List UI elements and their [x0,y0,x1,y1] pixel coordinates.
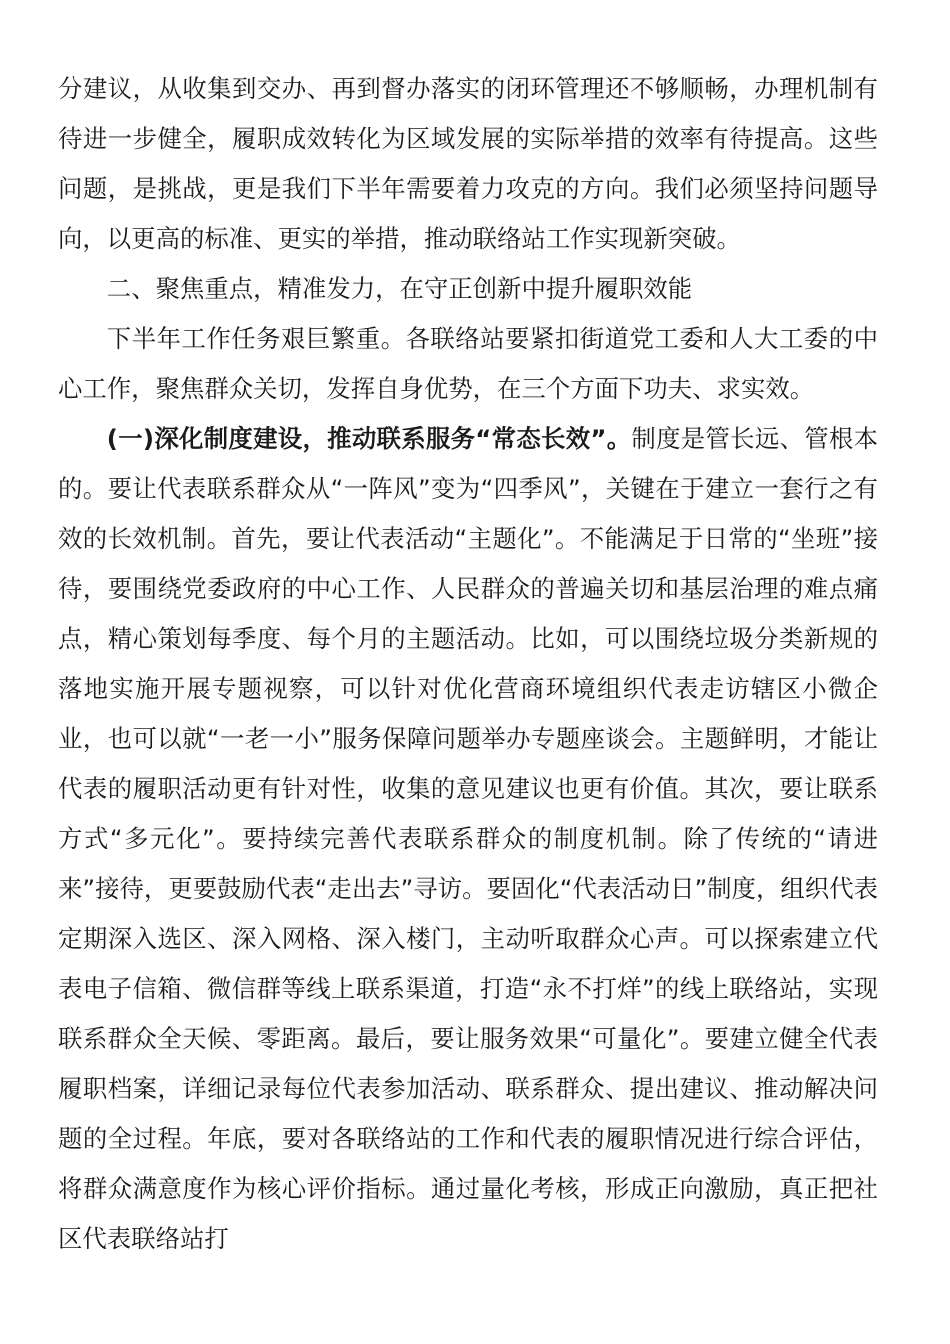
paragraph-body: 制度是管长远、管根本的。要让代表联系群众从“一阵风”变为“四季风”，关键在于建立一套行之有效的长效机制。首先，要让代表活动“主题化”。不能满足于日常的“坐班”接待，要围绕党委政府的中心工作、人民群众的普遍关切和基层治理的难点痛点，精心策划每季度、每个月的主题活动。比如，可以围绕垃圾分类新规的落地实施开展专题视察，可以针对优化营商环境组织代表走访辖区小微企业，也可以就“一老一小”服务保障问题举办专题座谈会。主题鲜明，才能让代表的履职活动更有针对性，收集的意见建议也更有价值。其次，要让联系方式“多元化”。要持续完善代表联系群众的制度机制。除了传统的“请进来”接待，更要鼓励代表“走出去”寻访。要固化“代表活动日”制度，组织代表定期深入选区、深入网格、深入楼门，主动听取群众心声。可以探索建立代表电子信箱、微信群等线上联系渠道，打造“永不打烊”的线上联络站，实现联系群众全天候、零距离。最后，要让服务效果“可量化”。要建立健全代表履职档案，详细记录每位代表参加活动、联系群众、提出建议、推动解决问题的全过程。年底，要对各联络站的工作和代表的履职情况进行综合评估，将群众满意度作为核心评价指标。通过量化考核，形成正向激励，真正把社区代表联络站打 [58,424,878,1253]
document-page [58,64,878,1264]
subsection-heading: (一)深化制度建设，推动联系服务“常态长效”。 [106,424,632,453]
paragraph-continued: 分建议，从收集到交办、再到督办落实的闭环管理还不够顺畅，办理机制有待进一步健全，履职成效转化为区域发展的实际举措的效率有待提高。这些问题，是挑战，更是我们下半年需要着力攻克的方向。我们必须坚持问题导向，以更高的标准、更实的举措，推动联络站工作实现新突破。 [58,74,878,253]
paragraph-tasks: 下半年工作任务艰巨繁重。各联络站要紧扣街道党工委和人大工委的中心工作，聚焦群众关切，发挥自身优势，在三个方面下功夫、求实效。 [58,324,878,403]
section-heading: 二、聚焦重点，精准发力，在守正创新中提升履职效能 [106,274,693,303]
paragraph-institution-building [58,414,878,1264]
